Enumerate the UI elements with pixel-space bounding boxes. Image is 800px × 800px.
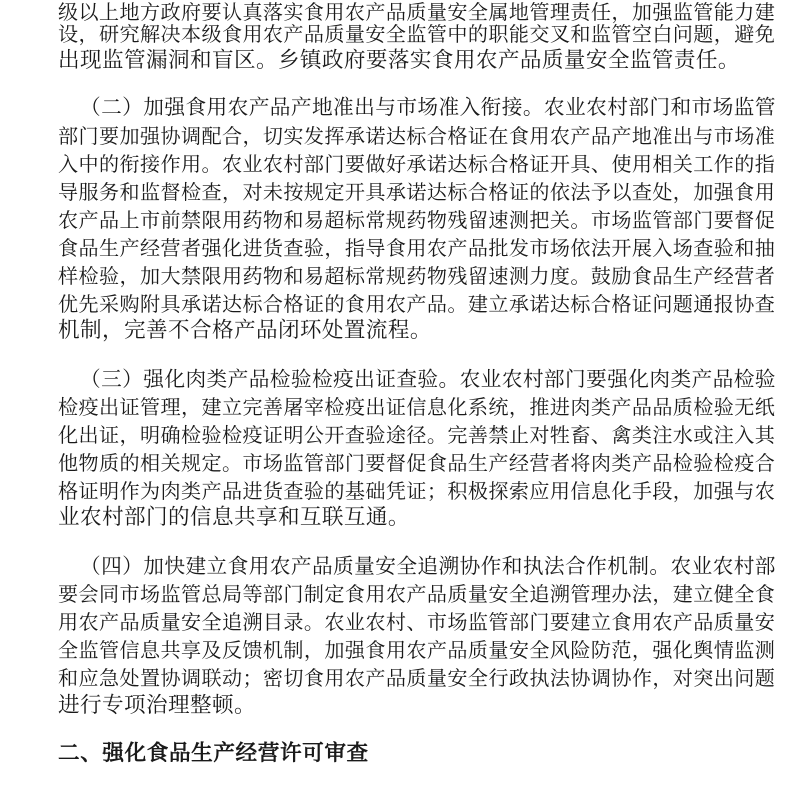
text-line: 要会同市场监管总局等部门制定食用农产品质量安全追溯管理办法，建立健全食 bbox=[58, 582, 776, 606]
text-line: 进行专项治理整顿。 bbox=[58, 693, 256, 718]
text-line: （二）加强食用农产品产地准出与市场准入衔接。农业农村部门和市场监管 bbox=[80, 95, 776, 119]
section-heading: 二、强化食品生产经营许可审查 bbox=[58, 741, 369, 766]
text-line: 导服务和监督检查，对未按规定开具承诺达标合格证的依法予以查处，加强食用 bbox=[58, 180, 776, 204]
text-line: 检疫出证管理，建立完善屠宰检疫出证信息化系统，推进肉类产品品质检验无纸 bbox=[58, 395, 776, 419]
text-line: 样检验，加大禁限用药物和易超标常规药物残留速测力度。鼓励食品生产经营者 bbox=[58, 264, 776, 288]
text-line: 优先采购附具承诺达标合格证的食用农产品。建立承诺达标合格证问题通报协查 bbox=[58, 292, 776, 316]
text-line: 机制，完善不合格产品闭环处置流程。 bbox=[58, 318, 432, 343]
text-line: 出现监管漏洞和盲区。乡镇政府要落实食用农产品质量安全监管责任。 bbox=[58, 48, 740, 73]
text-line: 级以上地方政府要认真落实食用农产品质量安全属地管理责任，加强监管能力建 bbox=[58, 0, 776, 24]
text-line: 格证明作为肉类产品进货查验的基础凭证；积极探索应用信息化手段，加强与农 bbox=[58, 479, 776, 503]
text-line: 部门要加强协调配合，切实发挥承诺达标合格证在食用农产品产地准出与市场准 bbox=[58, 124, 776, 148]
text-line: 用农产品质量安全追溯目录。农业农村、市场监管部门要建立食用农产品质量安 bbox=[58, 610, 776, 634]
text-line: 食品生产经营者强化进货查验，指导食用农产品批发市场依法开展入场查验和抽 bbox=[58, 236, 776, 260]
text-line: 他物质的相关规定。市场监管部门要督促食品生产经营者将肉类产品检验检疫合 bbox=[58, 451, 776, 475]
text-line: （四）加快建立食用农产品质量安全追溯协作和执法合作机制。农业农村部 bbox=[80, 554, 776, 578]
text-line: 化出证，明确检验检疫证明公开查验途径。完善禁止对牲畜、禽类注水或注入其 bbox=[58, 423, 776, 447]
text-line: 全监管信息共享及反馈机制，加强食用农产品质量安全风险防范，强化舆情监测 bbox=[58, 638, 776, 662]
text-line: 和应急处置协调联动；密切食用农产品质量安全行政执法协调协作，对突出问题 bbox=[58, 666, 776, 690]
text-line: 农产品上市前禁限用药物和易超标常规药物残留速测把关。市场监管部门要督促 bbox=[58, 208, 776, 232]
text-line: 业农村部门的信息共享和互联互通。 bbox=[58, 505, 410, 530]
text-line: 入中的衔接作用。农业农村部门要做好承诺达标合格证开具、使用相关工作的指 bbox=[58, 152, 776, 176]
text-line: （三）强化肉类产品检验检疫出证查验。农业农村部门要强化肉类产品检验 bbox=[80, 367, 776, 391]
text-line: 设，研究解决本级食用农产品质量安全监管中的职能交叉和监管空白问题，避免 bbox=[58, 22, 776, 46]
